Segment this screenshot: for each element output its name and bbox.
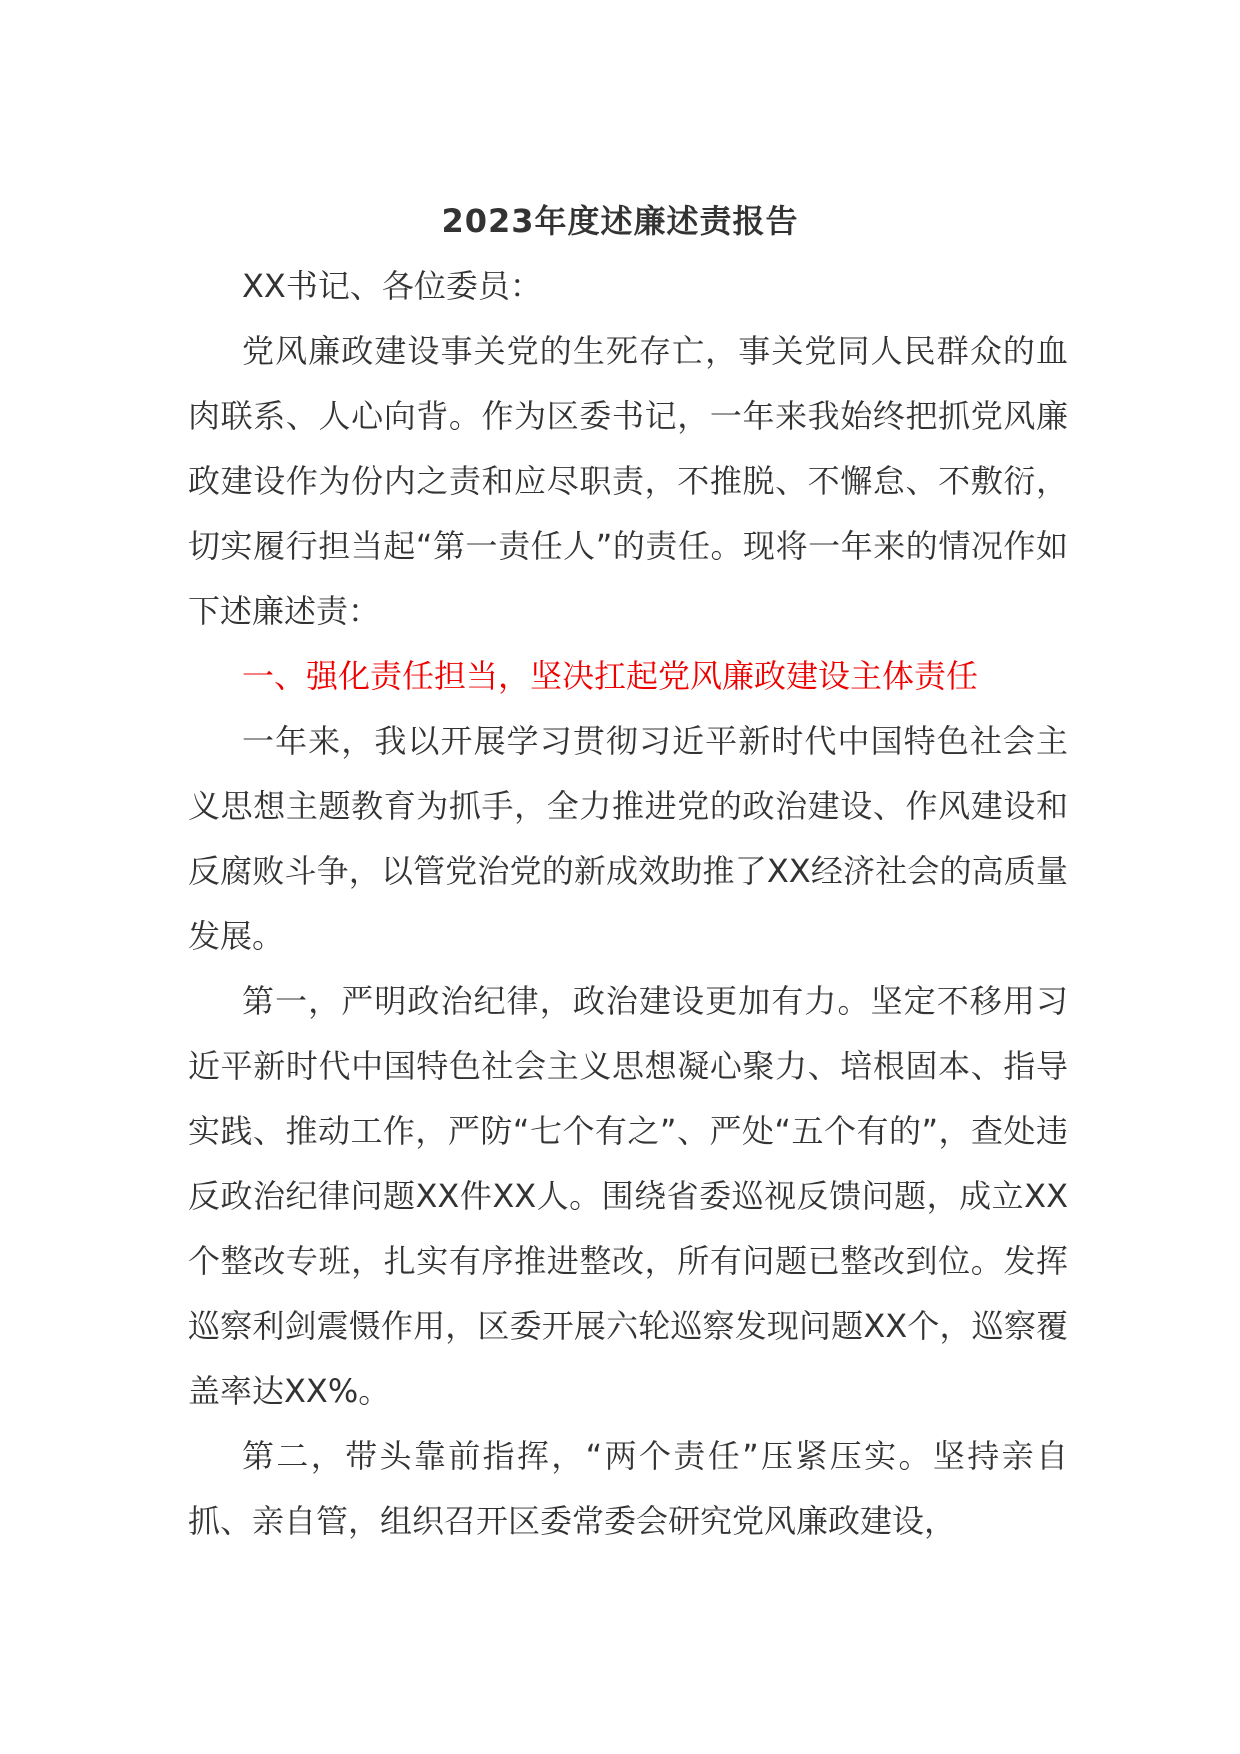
section-heading: 一、强化责任担当，坚决扛起党风廉政建设主体责任 bbox=[242, 657, 979, 695]
document-body bbox=[188, 254, 1068, 1554]
intro-paragraph: 党风廉政建设事关党的生死存亡，事关党同人民群众的血肉联系、人心向背。作为区委书记，一年来我始终把抓党风廉政建设作为份内之责和应尽职责，不推脱、不懈怠、不敷衍，切实履行担当起“第一责任人”的责任。现将一年来的情况作如下述廉述责： bbox=[188, 332, 1068, 630]
section-paragraph-first: 第一，严明政治纪律，政治建设更加有力。坚定不移用习近平新时代中国特色社会主义思想凝心聚力、培根固本、指导实践、推动工作，严防“七个有之”、严处“五个有的”，查处违反政治纪律问题XX件XX人。围绕省委巡视反馈问题，成立XX个整改专班，扎实有序推进整改，所有问题已整改到位。发挥巡察利剑震慑作用，区委开展六轮巡察发现问题XX个，巡察覆盖率达XX%。 bbox=[188, 982, 1068, 1410]
section-paragraph-second: 第二，带头靠前指挥，“两个责任”压紧压实。坚持亲自抓、亲自管，组织召开区委常委会研究党风廉政建设， bbox=[188, 1437, 1068, 1540]
document-title: 2023年度述廉述责报告 bbox=[441, 202, 799, 240]
salutation: XX书记、各位委员： bbox=[242, 267, 542, 305]
section-paragraph-overview: 一年来，我以开展学习贯彻习近平新时代中国特色社会主义思想主题教育为抓手，全力推进党的政治建设、作风建设和反腐败斗争，以管党治党的新成效助推了XX经济社会的高质量发展。 bbox=[188, 722, 1068, 955]
